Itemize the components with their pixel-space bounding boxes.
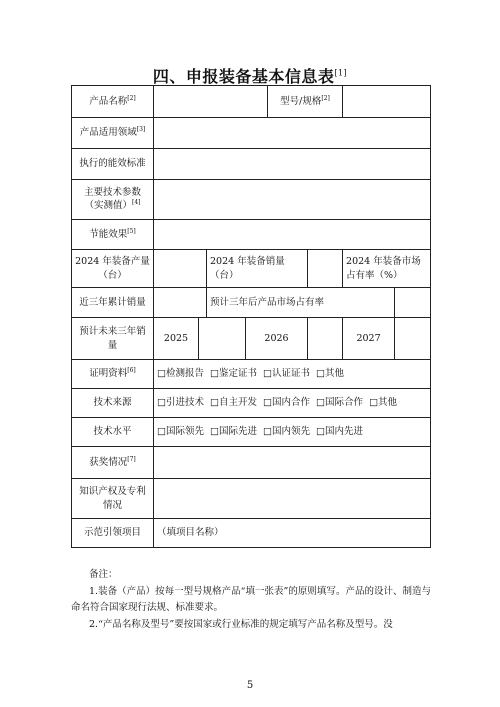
demo-value[interactable]: （填项目名称） (154, 519, 431, 548)
model-value[interactable] (343, 86, 431, 118)
ip-label: 知识产权及专利情况 (72, 479, 154, 519)
row-effect (72, 220, 431, 250)
demo-label: 示范引领项目 (72, 519, 154, 548)
params-value[interactable] (154, 180, 431, 220)
proof-option-certification[interactable]: □认证证书 (263, 368, 311, 380)
row-params (72, 180, 431, 220)
row-ip (72, 479, 431, 519)
share-2024-label: 2024 年装备市场占有率（%） (343, 250, 431, 288)
forecast-2026-value[interactable] (308, 318, 343, 360)
row-standard (72, 149, 431, 180)
level-option-domestic-leading[interactable]: □国内领先 (263, 426, 311, 438)
level-option-domestic-advanced[interactable]: □国内先进 (316, 426, 364, 438)
row-forecast (72, 318, 431, 360)
share-forecast-label: 预计三年后产品市场占有率 (207, 288, 395, 318)
proof-label: 证明资料[6] (72, 360, 154, 389)
forecast-label: 预计未来三年销量 (72, 318, 154, 360)
output-2024-value[interactable] (154, 250, 207, 288)
forecast-year-2025: 2025 (154, 318, 199, 360)
proof-option-other[interactable]: □其他 (316, 368, 345, 380)
standard-label: 执行的能效标准 (72, 149, 154, 180)
output-2024-label: 2024 年装备产量（台） (72, 250, 154, 288)
awards-value[interactable] (154, 447, 431, 479)
forecast-2025-value[interactable] (199, 318, 246, 360)
equipment-info-table (71, 85, 431, 548)
model-label: 型号/规格[2] (268, 86, 343, 118)
source-label: 技术来源 (72, 389, 154, 418)
row-source (72, 389, 431, 418)
sales-2024-label: 2024 年装备销量（台） (207, 250, 308, 288)
page-title: 四、申报装备基本信息表[1] (152, 67, 348, 86)
notes-section (71, 567, 431, 634)
row-application (72, 118, 431, 149)
params-label: 主要技术参数（实测值）[4] (72, 180, 154, 220)
source-option-introduced[interactable]: □引进技术 (157, 397, 204, 409)
row-2024-stats (72, 250, 431, 288)
level-options (154, 418, 431, 447)
forecast-year-2027: 2027 (343, 318, 395, 360)
sales-2024-value[interactable] (308, 250, 343, 288)
note-item: 1.装备（产品）按每一型号规格产品“填一张表”的原则填写。产品的设计、制造与命名符合国家现行法规、标准要求。 (71, 585, 431, 614)
notes-heading: 备注： (89, 569, 118, 580)
forecast-2027-value[interactable] (395, 318, 431, 360)
level-option-intl-leading[interactable]: □国际领先 (157, 426, 204, 438)
source-option-domestic-coop[interactable]: □国内合作 (263, 397, 311, 409)
level-option-intl-advanced[interactable]: □国际先进 (210, 426, 257, 438)
application-value[interactable] (154, 118, 431, 149)
source-options (154, 389, 431, 418)
title-footnote-ref: [1] (334, 68, 348, 78)
level-label: 技术水平 (72, 418, 154, 447)
source-option-independent[interactable]: □自主开发 (210, 397, 257, 409)
proof-option-appraisal[interactable]: □鉴定证书 (210, 368, 257, 380)
effect-label: 节能效果[5] (72, 220, 154, 250)
product-name-label: 产品名称[2] (72, 86, 154, 118)
sales-3y-label: 近三年累计销量 (72, 288, 154, 318)
sales-3y-value[interactable] (154, 288, 207, 318)
product-name-value[interactable] (154, 86, 268, 118)
ip-value[interactable] (154, 479, 431, 519)
proof-options (154, 360, 431, 389)
source-option-intl-coop[interactable]: □国际合作 (316, 397, 364, 409)
proof-option-test-report[interactable]: □检测报告 (157, 368, 204, 380)
row-proof (72, 360, 431, 389)
standard-value[interactable] (154, 149, 431, 180)
forecast-year-2026: 2026 (246, 318, 308, 360)
source-option-other[interactable]: □其他 (369, 397, 398, 409)
row-level (72, 418, 431, 447)
awards-label: 获奖情况[7] (72, 447, 154, 479)
row-sales-3y (72, 288, 431, 318)
row-awards (72, 447, 431, 479)
row-demo (72, 519, 431, 548)
row-product-name (72, 86, 431, 118)
effect-value[interactable] (154, 220, 431, 250)
note-item: 2.“产品名称及型号”要按国家或行业标准的规定填写产品名称及型号。没 (89, 618, 393, 630)
share-forecast-value[interactable] (395, 288, 431, 318)
application-label: 产品适用领域[3] (72, 118, 154, 149)
page-number: 5 (246, 680, 254, 691)
